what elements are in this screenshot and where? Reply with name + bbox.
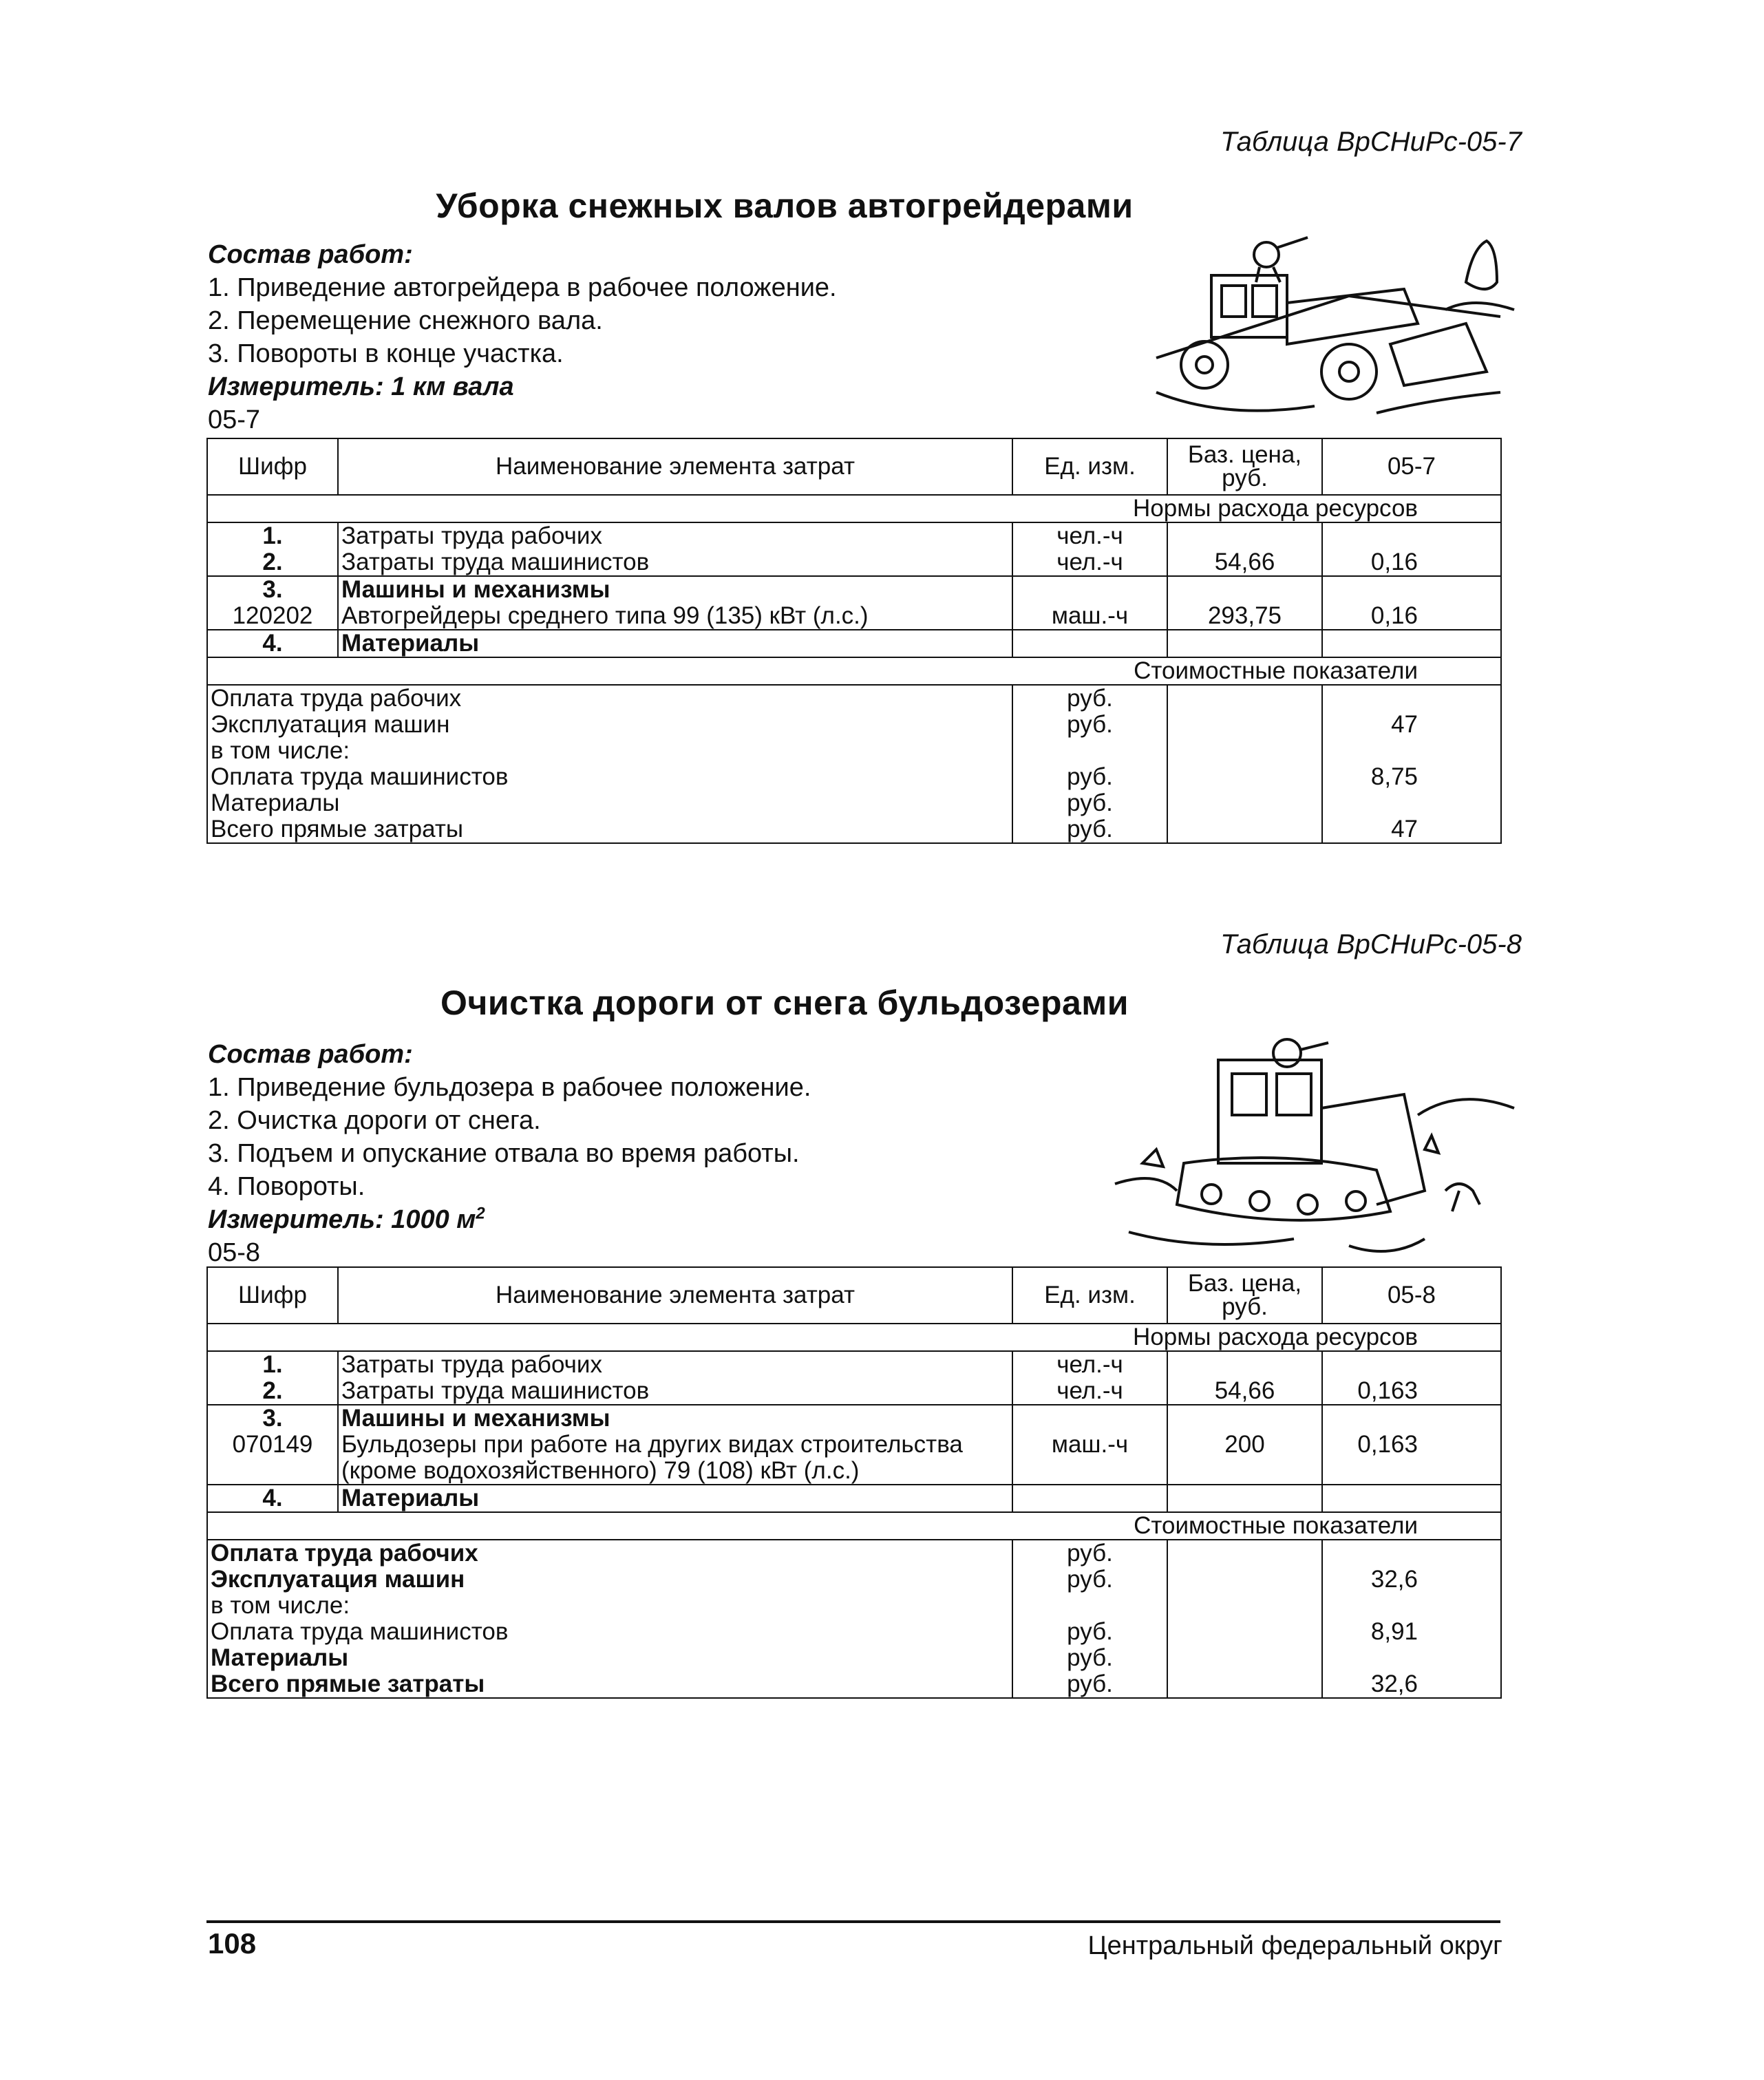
section-code: 05-7 xyxy=(208,405,261,434)
cost-unit: руб. xyxy=(1012,1619,1167,1645)
row-price xyxy=(1167,1485,1322,1512)
header-unit: Ед. изм. xyxy=(1012,438,1167,495)
row-value: 0,16 xyxy=(1322,603,1501,630)
motor-grader-illustration xyxy=(1143,220,1528,427)
row-unit: чел.-ч xyxy=(1012,1351,1167,1378)
row-price: 293,75 xyxy=(1167,603,1322,630)
section-title: Очистка дороги от снега бульдозерами xyxy=(440,984,1129,1022)
table-row xyxy=(207,549,1501,576)
row-unit xyxy=(1012,1485,1167,1512)
measure-superscript: 2 xyxy=(476,1204,485,1223)
table-row xyxy=(207,603,1501,630)
cost-name: Оплата труда рабочих xyxy=(207,685,1012,712)
row-name: Машины и механизмы xyxy=(338,1405,1012,1432)
cost-value: 8,75 xyxy=(1322,764,1501,790)
work-item: 4. Повороты. xyxy=(208,1172,365,1201)
row-unit: чел.-ч xyxy=(1012,522,1167,549)
row-unit xyxy=(1012,630,1167,657)
cost-row xyxy=(207,1567,1501,1593)
cost-price xyxy=(1167,738,1322,764)
cost-unit: руб. xyxy=(1012,685,1167,712)
cost-name: Оплата труда рабочих xyxy=(207,1540,1012,1567)
cost-row xyxy=(207,1645,1501,1671)
header-unit: Ед. изм. xyxy=(1012,1267,1167,1324)
row-unit xyxy=(1012,576,1167,603)
cost-name: Оплата труда машинистов xyxy=(207,764,1012,790)
work-composition xyxy=(208,238,837,436)
measure-unit: Измеритель: 1 км вала xyxy=(208,372,514,401)
page-number: 108 xyxy=(208,1927,257,1960)
cost-value: 32,6 xyxy=(1322,1567,1501,1593)
row-unit: маш.-ч xyxy=(1012,603,1167,630)
table-row xyxy=(207,1405,1501,1432)
row-value xyxy=(1322,522,1501,549)
section-title: Уборка снежных валов автогрейдерами xyxy=(436,187,1134,225)
row-value xyxy=(1322,1351,1501,1378)
row-price xyxy=(1167,576,1322,603)
row-value xyxy=(1322,630,1501,657)
cost-name: Эксплуатация машин xyxy=(207,1567,1012,1593)
row-unit: чел.-ч xyxy=(1012,549,1167,576)
cost-price xyxy=(1167,685,1322,712)
row-name: Затраты труда рабочих xyxy=(338,1351,1012,1378)
cost-price xyxy=(1167,1593,1322,1619)
row-code: 2. xyxy=(207,549,338,576)
row-unit: чел.-ч xyxy=(1012,1378,1167,1405)
cost-unit: руб. xyxy=(1012,712,1167,738)
cost-unit xyxy=(1012,1593,1167,1619)
cost-price xyxy=(1167,816,1322,843)
cost-row xyxy=(207,1671,1501,1698)
work-item: 1. Приведение бульдозера в рабочее положение. xyxy=(208,1073,811,1102)
cost-unit: руб. xyxy=(1012,1645,1167,1671)
cost-section-label: Стоимостные показатели xyxy=(207,657,1501,685)
row-code: 2. xyxy=(207,1378,338,1405)
row-name: Машины и механизмы xyxy=(338,576,1012,603)
cost-name: Всего прямые затраты xyxy=(207,816,1012,843)
cost-price xyxy=(1167,712,1322,738)
row-name: Затраты труда машинистов xyxy=(338,1378,1012,1405)
cost-unit: руб. xyxy=(1012,1540,1167,1567)
cost-row xyxy=(207,816,1501,843)
cost-price xyxy=(1167,1645,1322,1671)
cost-row xyxy=(207,712,1501,738)
bulldozer-illustration xyxy=(1101,1032,1528,1260)
table-label: Таблица ВрСНиРс-05-7 xyxy=(1220,127,1522,157)
row-name: Бульдозеры при работе на других видах строительства (кроме водохозяйственного) 79 (108) кВт (л.с.) xyxy=(338,1432,1012,1485)
cost-row xyxy=(207,790,1501,816)
row-code: 1. xyxy=(207,522,338,549)
row-code: 4. xyxy=(207,630,338,657)
row-price xyxy=(1167,1405,1322,1432)
row-price xyxy=(1167,1351,1322,1378)
cost-price xyxy=(1167,764,1322,790)
row-unit xyxy=(1012,1405,1167,1432)
row-name: Затраты труда машинистов xyxy=(338,549,1012,576)
row-code: 070149 xyxy=(207,1432,338,1485)
cost-unit: руб. xyxy=(1012,764,1167,790)
section-code: 05-8 xyxy=(208,1238,261,1267)
cost-unit: руб. xyxy=(1012,1567,1167,1593)
measure-unit xyxy=(208,1203,811,1236)
row-code: 120202 xyxy=(207,603,338,630)
row-price: 54,66 xyxy=(1167,549,1322,576)
work-item: 2. Очистка дороги от снега. xyxy=(208,1106,541,1135)
header-price: Баз. цена, руб. xyxy=(1167,438,1322,495)
row-name: Затраты труда рабочих xyxy=(338,522,1012,549)
cost-row xyxy=(207,1540,1501,1567)
cost-value xyxy=(1322,790,1501,816)
table-header-row xyxy=(207,438,1501,495)
row-value: 0,16 xyxy=(1322,549,1501,576)
cost-value: 47 xyxy=(1322,816,1501,843)
cost-row xyxy=(207,1593,1501,1619)
header-name: Наименование элемента затрат xyxy=(338,1267,1012,1324)
row-price xyxy=(1167,522,1322,549)
cost-value: 32,6 xyxy=(1322,1671,1501,1698)
work-item: 3. Подъем и опускание отвала во время работы. xyxy=(208,1139,800,1168)
cost-row xyxy=(207,738,1501,764)
header-price: Баз. цена, руб. xyxy=(1167,1267,1322,1324)
norms-table xyxy=(206,438,1502,844)
table-row xyxy=(207,1432,1501,1485)
cost-value xyxy=(1322,1540,1501,1567)
work-heading: Состав работ: xyxy=(208,1040,413,1069)
header-norm: 05-7 xyxy=(1322,438,1501,495)
cost-price xyxy=(1167,1567,1322,1593)
cost-price xyxy=(1167,1619,1322,1645)
cost-row xyxy=(207,1619,1501,1645)
row-name: Материалы xyxy=(338,1485,1012,1512)
cost-price xyxy=(1167,1671,1322,1698)
cost-value: 47 xyxy=(1322,712,1501,738)
footer-region: Центральный федеральный округ xyxy=(1087,1931,1502,1960)
row-code: 3. xyxy=(207,1405,338,1432)
row-value: 0,163 xyxy=(1322,1378,1501,1405)
work-item: 2. Перемещение снежного вала. xyxy=(208,306,603,335)
cost-name: Оплата труда машинистов xyxy=(207,1619,1012,1645)
header-name: Наименование элемента затрат xyxy=(338,438,1012,495)
measure-text: Измеритель: 1000 м xyxy=(208,1205,476,1234)
norms-table xyxy=(206,1266,1502,1699)
table-row xyxy=(207,1485,1501,1512)
cost-price xyxy=(1167,1540,1322,1567)
work-item: 3. Повороты в конце участка. xyxy=(208,339,564,368)
table-label: Таблица ВрСНиРс-05-8 xyxy=(1220,929,1522,959)
row-value: 0,163 xyxy=(1322,1432,1501,1485)
work-item: 1. Приведение автогрейдера в рабочее положение. xyxy=(208,273,837,302)
table-row xyxy=(207,1351,1501,1378)
norms-section-label: Нормы расхода ресурсов xyxy=(207,495,1501,522)
cost-value xyxy=(1322,1645,1501,1671)
table-row xyxy=(207,576,1501,603)
cost-value xyxy=(1322,1593,1501,1619)
cost-unit: руб. xyxy=(1012,816,1167,843)
row-name: Материалы xyxy=(338,630,1012,657)
cost-row xyxy=(207,764,1501,790)
row-code: 1. xyxy=(207,1351,338,1378)
row-code: 4. xyxy=(207,1485,338,1512)
table-row xyxy=(207,630,1501,657)
row-price: 54,66 xyxy=(1167,1378,1322,1405)
norms-section-label: Нормы расхода ресурсов xyxy=(207,1324,1501,1351)
row-code: 3. xyxy=(207,576,338,603)
header-code: Шифр xyxy=(207,438,338,495)
cost-name: в том числе: xyxy=(207,1593,1012,1619)
cost-name: Всего прямые затраты xyxy=(207,1671,1012,1698)
cost-row xyxy=(207,685,1501,712)
cost-name: в том числе: xyxy=(207,738,1012,764)
cost-unit: руб. xyxy=(1012,790,1167,816)
footer-divider xyxy=(206,1920,1500,1923)
row-unit: маш.-ч xyxy=(1012,1432,1167,1485)
work-composition xyxy=(208,1038,811,1269)
cost-value xyxy=(1322,685,1501,712)
cost-value xyxy=(1322,738,1501,764)
work-heading: Состав работ: xyxy=(208,240,413,269)
row-price xyxy=(1167,630,1322,657)
row-name: Автогрейдеры среднего типа 99 (135) кВт (л.с.) xyxy=(338,603,1012,630)
header-code: Шифр xyxy=(207,1267,338,1324)
cost-name: Материалы xyxy=(207,790,1012,816)
cost-price xyxy=(1167,790,1322,816)
table-header-row xyxy=(207,1267,1501,1324)
row-value xyxy=(1322,1405,1501,1432)
cost-section-label: Стоимостные показатели xyxy=(207,1512,1501,1540)
row-price: 200 xyxy=(1167,1432,1322,1485)
cost-unit xyxy=(1012,738,1167,764)
row-value xyxy=(1322,576,1501,603)
table-row xyxy=(207,522,1501,549)
cost-value: 8,91 xyxy=(1322,1619,1501,1645)
table-row xyxy=(207,1378,1501,1405)
row-value xyxy=(1322,1485,1501,1512)
header-norm: 05-8 xyxy=(1322,1267,1501,1324)
cost-name: Эксплуатация машин xyxy=(207,712,1012,738)
cost-unit: руб. xyxy=(1012,1671,1167,1698)
cost-name: Материалы xyxy=(207,1645,1012,1671)
